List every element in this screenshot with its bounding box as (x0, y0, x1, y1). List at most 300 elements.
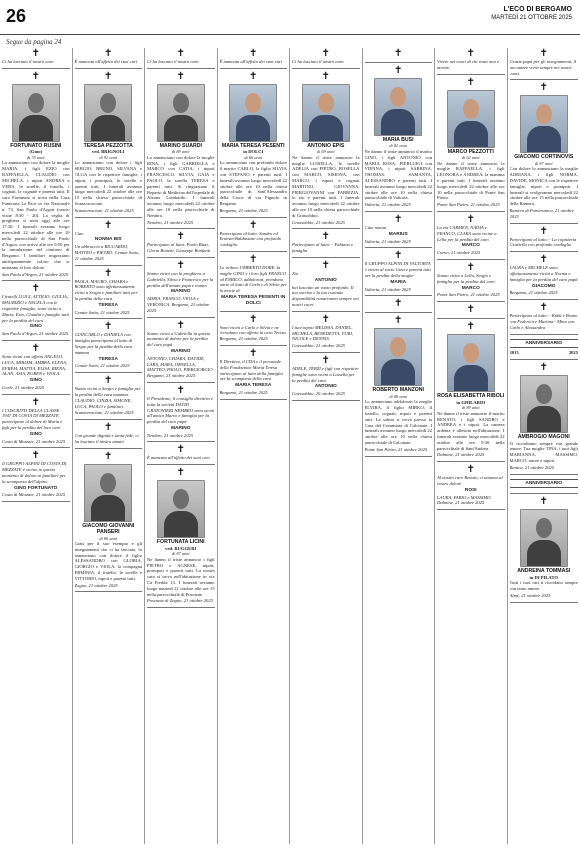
portrait-body (19, 115, 53, 142)
notice-signature: MARIA (390, 279, 407, 285)
deceased-age: di 86 anni (99, 535, 118, 541)
notice-text: GIANCARLO e DANIELA con famiglia partecipano al lutto di Sergio per la perdita della cara mamma (74, 332, 133, 355)
obituary-notice (75, 422, 143, 445)
cross-icon: ✝ (249, 70, 258, 82)
cross-icon: ✝ (104, 450, 113, 462)
notice-place-date: Curno, 21 ottobre 2025 (437, 250, 481, 256)
anniversary-years (510, 350, 579, 356)
cross-icon: ✝ (104, 321, 113, 333)
notice-place-date: Cenate Sotto, 21 ottobre 2025 (74, 309, 130, 315)
obituary-notice (510, 82, 579, 219)
notice-divider (437, 211, 505, 212)
notice-signature: NONNA BIS (94, 237, 122, 243)
notice-place-date: ADRIA, FRANCO, VIOLA e VERONICA. Bergamo, 21 ottobre 2025 (147, 296, 210, 313)
obituary-notice (75, 48, 143, 65)
deceased-age: di 88 anni (389, 393, 408, 399)
obituary-notice (365, 315, 433, 452)
cross-icon: ✝ (104, 375, 113, 387)
portrait-body (91, 115, 125, 142)
notice-signature: MARIUS (388, 231, 408, 237)
deceased-subname: (Gino) (29, 149, 43, 155)
deceased-age: di 87 anni (534, 160, 553, 166)
notice-divider (75, 68, 143, 69)
cross-icon: ✝ (321, 354, 330, 366)
notice-divider (510, 359, 579, 360)
notice-place-date: LAURA, FABIO e MASSIMO. Dalmine, 21 ottobre 2025 (437, 494, 492, 506)
notice-text: È mancata all'affetto dei suoi cari (74, 59, 138, 64)
cross-icon: ✝ (394, 213, 403, 225)
obituary-notice (75, 268, 143, 316)
notice-divider (292, 228, 360, 229)
notice-divider (510, 79, 579, 80)
notice-divider (437, 301, 505, 302)
notice-signature: GIACOMO (532, 283, 556, 289)
notice-place-date: ANTONIO, CHIARA, DAVIDE, LARA, MARA, ORNELLA, MATTEO, PAOLO, PIERGIORGIO. Bergamo, 21 ottobre 2025 (147, 355, 214, 379)
obituary-notice (365, 65, 433, 208)
notice-text: Ci ha lasciato il nostro caro (292, 59, 344, 64)
obituary-notice (2, 397, 70, 445)
deceased-name: ANTONIO EPIS (307, 142, 345, 149)
cross-icon: ✝ (31, 70, 40, 82)
notice-divider (2, 501, 70, 502)
notice-text: Ne danno il triste annuncio la moglie LUISELLA, le sorelle ADELIA con PIETRO, ROSELLA con MARCO, SIMONA, con MARCO, i nipoti e cognati MARTINO, GIOVANNA, PIERGIOVANNI con FABRIZIA, lo zio e parenti tutti. I funerali avranno luogo mercoledì 22 ottobre alle ore 10 nella chiesa parrocchiale di Grassobbio. (292, 154, 360, 218)
notice-text: Partecipano al lutto: - Fabiano e famiglia (292, 242, 354, 254)
notice-divider (2, 447, 70, 448)
obituary-notice (292, 48, 360, 65)
deceased-name: AMBROGIO MAGONI (517, 434, 570, 441)
portrait-head (28, 93, 44, 113)
obituary-notice (365, 48, 433, 59)
obituary-notice (147, 260, 215, 314)
notice-signature: MARINO (171, 425, 191, 431)
obituary-notice (510, 477, 579, 491)
notice-divider (510, 602, 579, 603)
cross-icon: ✝ (249, 219, 258, 231)
notice-text: Ciao (74, 230, 84, 236)
portrait-body (91, 495, 125, 522)
portrait-head (173, 93, 189, 113)
notice-divider (437, 509, 505, 510)
obituary-column (73, 48, 146, 844)
obituary-notice (75, 375, 143, 416)
notice-text: Ne danno il triste annuncio i figli PIETRO e AGNESE, nipoti, pronipoti e parenti tutti. La nostra cara si trova nell'abitazione in via Cà Fredda 13. I funerali avranno luogo martedì 21 ottobre alle ore 15 nella parrocchiale di Poscante. (147, 556, 215, 597)
notice-divider (2, 340, 70, 341)
deceased-age: di 69 anni (316, 149, 335, 155)
obituary-notice (2, 450, 70, 498)
notice-divider (510, 334, 579, 335)
portrait-photo (84, 84, 132, 142)
notice-divider (147, 441, 215, 442)
cross-icon: ✝ (176, 467, 185, 479)
cross-icon: ✝ (321, 313, 330, 325)
notice-text: I COSCRITTI DELLA CLASSE 1947 DI COSTA DI MEZZATE partecipano al dolore di Maria e figli per la perdita del loro caro (2, 407, 63, 431)
notice-divider (2, 280, 70, 281)
obituary-notice (75, 321, 143, 369)
notice-place-date: Un abbraccio a RICCARDO, MATTEO e PIETRO. Cenate Sotto, 21 ottobre 2025 (74, 244, 140, 261)
cross-icon: ✝ (176, 384, 185, 396)
obituary-column (508, 48, 580, 844)
deceased-age: di 82 anni (389, 143, 408, 149)
notice-text: Tutti i tuoi cari ti ricordano sempre con tanto amore. (509, 580, 578, 592)
notice-divider (510, 493, 579, 494)
notice-place-date: Nembro, 21 ottobre 2025 (147, 432, 194, 438)
notice-divider (365, 62, 433, 63)
portrait-photo (447, 90, 495, 148)
notice-divider (292, 68, 360, 69)
portrait-photo (374, 328, 422, 386)
obituary-notice (510, 302, 579, 330)
notice-place-date: Scanzorosciate, 21 ottobre 2025 (74, 207, 134, 213)
notice-divider (365, 456, 433, 457)
cross-icon: ✝ (466, 464, 475, 476)
portrait-photo (157, 84, 205, 142)
notice-divider (510, 474, 579, 475)
notice-text: Lo vedovo UMBERTO DORE, la moglie GINO e i loro figli FRANCO ed ENRICO, addolorati, prendono parte al lutto di Carlo e di Silvia per la morte di (219, 264, 287, 294)
continuation-note: Segue da pagina 24 (6, 38, 62, 46)
notice-place-date: Ramera di Ponteranica, 21 ottobre 2025 (509, 207, 574, 219)
notice-text: I tuoi nipoti MELISSA, DANIEL, MICHELA, BENEDETTA, YURI, NICOLE e DENNIS. (292, 324, 354, 342)
deceased-age: di 92 anni (99, 154, 118, 160)
notice-text: Partecipano al lutto: - Kikki e Bruno con Federica e Martina - Mina con Carlo e Alessandra (509, 313, 578, 330)
notice-text: Siamo vicini a Lella, Sergio e famiglia per la perdita del caro (437, 272, 495, 284)
notice-divider (365, 295, 433, 296)
deceased-age: di 89 anni (461, 405, 480, 411)
year-start: 2013 (509, 350, 519, 356)
cross-icon: ✝ (104, 48, 113, 59)
obituary-notice (365, 298, 433, 309)
notice-text: Lo annunciano con profondo dolore il marito CARLO, la figlia SILVIA con STEFANO e parenti tutti. I funerali avranno luogo mercoledì 22 ottobre alle ore 10 nella chiesa parrocchiale di Sant'Alessandro della Croce di via Pignolo in Bergamo. (219, 160, 287, 206)
notice-text: Sono vicini con affetto ANGELO, LUCA, MIRIAM, AMBRA, ELENA, EFREM, MATTIA, ELISA, RIENA, ALAN, ASIA, RUBEN e VIOLA. (2, 353, 68, 377)
notice-signature: ANTONIO (314, 384, 337, 390)
notice-text: Grati per il suo esempio e gli insegnamenti che ci ha lasciato, lo annunciano con dolore il figlio ALESSANDRO con GLORIA, GIORGIO e VIOLA, la compagna ERMINIA, il fratello, le sorelle e VITTORIO, nipoti e parenti tutti. (74, 541, 142, 581)
notice-place-date: Grassobbio, 20 ottobre 2025 (292, 391, 345, 397)
cross-icon: ✝ (466, 321, 475, 333)
cross-icon: ✝ (321, 259, 330, 271)
portrait-body (164, 511, 198, 538)
notice-divider (75, 265, 143, 266)
cross-icon: ✝ (249, 48, 258, 59)
notice-text: Sono vicini a Carlo e Silvia e ne ricordano con affetto la cara Teresa. Bergamo, 21 ottobre 2025. (219, 324, 287, 342)
deceased-subname: in GHILARDI (456, 399, 486, 405)
notice-divider (75, 448, 143, 449)
notice-signature: TERESA (98, 356, 118, 362)
notice-place-date: Bergamo, 21 ottobre 2025 (219, 207, 268, 213)
page-number: 26 (6, 6, 27, 26)
cross-icon: ✝ (539, 254, 548, 266)
notice-divider (220, 68, 288, 69)
obituary-column (145, 48, 218, 844)
deceased-name: MARCO PEZZOTTI (447, 148, 494, 155)
notice-text: Il GRUPPO ALPINI DI VALTORTA è vicino al socio Gino e parenti tutti per la perdita della moglie (364, 261, 431, 278)
cross-icon: ✝ (466, 213, 475, 225)
notice-place-date: Almè, 21 ottobre 2025 (509, 592, 551, 598)
page-header (0, 0, 580, 35)
obituary-notice (220, 254, 288, 308)
deceased-name: MARINO SUARDI (159, 142, 202, 149)
notice-text: Partecipano al lutto: Sandro ed Ernesto Baldassare con profondo cordoglio. (219, 230, 282, 248)
notice-divider (75, 217, 143, 218)
obituary-notice (220, 314, 288, 342)
portrait-body (454, 365, 488, 392)
obituary-notice (147, 320, 215, 379)
notice-divider (510, 223, 579, 224)
cross-icon: ✝ (394, 250, 403, 262)
notice-divider (220, 217, 288, 218)
notice-text: Con grande dignità e tanta fede, ci ha lasciato il nostro amato (74, 433, 139, 444)
cross-icon: ✝ (394, 315, 403, 327)
notice-divider (365, 312, 433, 313)
portrait-photo (12, 84, 60, 142)
notice-text: Ci ha lasciato il nostro caro (2, 59, 54, 64)
obituary-notice (510, 48, 579, 76)
year-end: 2025 (568, 350, 578, 356)
notice-place-date: Ranica, 21 ottobre 2025 (509, 464, 554, 470)
cross-icon: ✝ (249, 253, 258, 265)
obituary-notice (2, 48, 70, 65)
notice-divider (292, 311, 360, 312)
notice-divider (365, 247, 433, 248)
cross-icon: ✝ (539, 48, 548, 59)
notice-place-date: Ponte San Pietro, 21 ottobre 2025 (437, 292, 500, 298)
obituary-column (218, 48, 291, 844)
deceased-name: TERESA PEZZOTTA (83, 142, 133, 149)
notice-divider (365, 211, 433, 212)
notice-text: I fratelli LUIGI, ATTILIO, GIULIA, MAURIZIO e ANGELA con le rispettive famiglie, sono vicini a Maria, Ezio, Claudio e famiglie tutti per la perdita del caro (2, 294, 69, 323)
cross-icon: ✝ (249, 313, 258, 325)
notice-text: Lo annunciano addolorati la moglie ELVIRA, il figlio MIRKO, il fratello, cognati, nipoti e parenti tutti. La salma si trova presso la Casa del Commiato di Calcinate. I funerali avranno luogo mercoledì 22 ottobre alle ore 10 nella chiesa parrocchiale di Calcinate. (364, 399, 432, 445)
notice-divider (2, 68, 70, 69)
notice-text: Vivere nei cuori di chi resta non è morire. (437, 59, 499, 70)
portrait-body (309, 115, 343, 142)
obituary-notice (2, 283, 70, 337)
portrait-body (454, 121, 488, 148)
portrait-head (390, 337, 406, 357)
deceased-name: ROBERTO MANZONI (372, 387, 424, 394)
notice-divider (510, 251, 579, 252)
notice-text: Zio (292, 270, 299, 276)
cross-icon: ✝ (249, 347, 258, 359)
cross-icon: ✝ (31, 283, 40, 295)
portrait-head (536, 384, 552, 404)
deceased-name: GIACOMO GIOVANNI PANSERI (82, 522, 135, 536)
notice-signature: GINO (29, 431, 42, 437)
portrait-photo (520, 375, 568, 433)
portrait-photo (302, 84, 350, 142)
deceased-name: ANDREINA TOMMASI (517, 568, 571, 575)
cross-icon: ✝ (176, 444, 185, 456)
obituary-notice (147, 71, 215, 226)
notice-divider (292, 352, 360, 353)
notice-signature: MARINO (171, 289, 191, 295)
deceased-name: ROSA ELISABETTA RIBOLI (437, 393, 505, 400)
deceased-subname: in DOLCI (243, 149, 264, 155)
obituary-notice (2, 343, 70, 391)
notice-place-date: San Paolo d'Argon, 21 ottobre 2025 (2, 271, 69, 277)
notice-text: Siamo vicini a Gabriella in questo momento di dolore per la perdita del caro papà (147, 330, 211, 348)
portrait-photo (447, 334, 495, 392)
obituary-notice (437, 262, 505, 298)
deceased-age: di 87 anni (171, 551, 190, 557)
portrait-photo (84, 464, 132, 522)
masthead-date: MARTEDÌ 21 OTTOBRE 2025 (491, 15, 572, 21)
notice-divider (75, 591, 143, 592)
cross-icon: ✝ (104, 70, 113, 82)
notice-divider (510, 299, 579, 300)
obituary-notice (292, 71, 360, 226)
notice-signature: MARCO (461, 243, 480, 249)
deceased-subname: ved. RUGGERI (165, 545, 197, 551)
portrait-head (536, 104, 552, 124)
deceased-age: di 66 anni (244, 154, 263, 160)
cross-icon: ✝ (176, 70, 185, 82)
obituary-notice (437, 214, 505, 256)
cross-icon: ✝ (394, 298, 403, 310)
notice-text: Ne danno il triste annuncio il marito RENATO, i figli SANDRO e ANDREA e i nipoti. La camera ardente è allestita nell'abitazione. I funerali avranno luogo mercoledì 22 ottobre alle ore 9:30 nella parrocchiale di Sant'Andrea. (437, 410, 505, 451)
notice-text: Al nostro caro Renato, ci uniamo al vostro dolore (437, 475, 503, 486)
notice-place-date: Poscante di Zogno, 21 ottobre 2025 (147, 598, 213, 604)
obituary-notice (510, 254, 579, 296)
notice-signature: GINO (29, 324, 42, 330)
cross-icon: ✝ (321, 48, 330, 59)
cross-icon: ✝ (321, 70, 330, 82)
notice-divider (292, 400, 360, 401)
cross-icon: ✝ (31, 342, 40, 354)
notice-text: PAOLA, MAURO, CHIARA e ROBERTO sono affettuosamente vicini a Sergio e familiari tutti per la perdita della cara (74, 278, 138, 301)
notice-text: ADELE, TERZI e figli con rispettive famiglie sono vicini a Luisella per la perdita del caro (292, 365, 359, 383)
cross-icon: ✝ (104, 422, 113, 434)
obituary-notice (75, 220, 143, 262)
notice-text: Lo annunciano con dolore la moglie MARIA, i figli EZIO con RAFFAELLA, CLAUDIO con MICHELA, i nipoti ANDREA e VERA, le sorelle, il fratello, i cognati, le cognate e parenti tutti. Il caro Fortunato si trova nella Casa Funeraria La Pace in via Nazionale n. 73, San Paolo d'Argon (orario visite 8:30 - 20). La veglia di preghiera si terrà oggi alle ore 17:30. I funerali avranno luogo mercoledì 22 ottobre alle ore 10 nella parrocchiale di San Paolo d'Argon, con arrivo alle ore 9:50 per la tumulazione nel cimitero di Bergamo. I familiari ringraziano anticipatamente coloro che si uniranno al loro dolore. (2, 160, 70, 270)
notice-divider (147, 257, 215, 258)
cross-icon: ✝ (104, 219, 113, 231)
obituary-notice (437, 48, 505, 71)
notice-place-date: San Paolo d'Argon, 21 ottobre 2025 (2, 331, 69, 337)
notice-place-date: Dalmine, 21 ottobre 2025 (437, 452, 485, 458)
obituary-notice (220, 48, 288, 65)
portrait-head (463, 343, 479, 363)
obituary-notice (75, 71, 143, 214)
notice-place-date: Bergamo, 21 ottobre 2025 (509, 290, 558, 296)
obituary-notice (292, 231, 360, 254)
notice-place-date: Costa di Mezzate, 21 ottobre 2025 (2, 492, 66, 498)
notice-text: Siamo vicini con la preghiera a Gabriella, Silvia e Francesco per la perdita dell'amato papà e nonno (147, 270, 214, 288)
anniversary-heading: ANNIVERSARIO (510, 339, 579, 349)
obituary-notice (437, 464, 505, 506)
obituary-notice (220, 220, 288, 248)
notice-text: Con dolore lo annunciano la moglie ADRIANA, i figli NORMA, DAVIDE, MONICA con le rispettive famiglie, nipoti e pronipoti. I funerali si svolgeranno mercoledì 22 ottobre alle ore 15 nella parrocchiale della Ramera. (509, 166, 578, 207)
notice-text: Il Direttivo, il CDA e il personale della Fondazione Maria Teresa partecipano al lutto della famiglia per la scomparsa della cara (219, 358, 283, 382)
notice-divider (147, 228, 215, 229)
notice-divider (437, 461, 505, 462)
obituary-notice (147, 48, 215, 65)
notice-text: È mancata all'affetto dei suoi cari (147, 455, 210, 461)
notice-signature: MARIA TERESA (235, 383, 272, 389)
notice-divider (437, 259, 505, 260)
notice-place-date: Valtorta, 21 ottobre 2025 (364, 238, 411, 244)
notice-divider (437, 74, 505, 75)
notice-divider (220, 345, 288, 346)
notice-signature: MARINO (171, 348, 191, 354)
obituary-notice (220, 348, 288, 396)
obituary-notice (292, 355, 360, 397)
notice-place-date: Bergamo, 21 ottobre 2025 (219, 389, 268, 395)
deceased-subname: in DI PILATO (529, 574, 558, 580)
portrait-photo (374, 78, 422, 136)
notice-text: Lo annunciano con dolore la moglie RINA, i figli GABRIELLA e MARCO con CATIA, i nipoti FRANCESCO, SILVIA, GAIA e PAOLO, la sorella TERESA e parenti tutti. Si ringraziano il Reparto di Medicina dell'ospedale di Alzano Lombardo. I funerali avranno luogo mercoledì 22 ottobre alle ore 10 nella parrocchiale di Nembro. (147, 154, 215, 218)
deceased-age: di 78 anni (26, 154, 45, 160)
notice-text: Ciao nonna (364, 224, 387, 230)
notice-place-date: Grassobbio, 21 ottobre 2025 (292, 219, 345, 225)
cross-icon: ✝ (466, 261, 475, 273)
cross-icon: ✝ (539, 82, 548, 94)
notice-signature: ANTONIO (314, 277, 337, 283)
portrait-head (536, 518, 552, 538)
notice-place-date: Zogno, 21 ottobre 2025 (74, 582, 118, 588)
notice-place-date: Valtorta, 21 ottobre 2025 (364, 286, 411, 292)
deceased-age: di 89 anni (171, 149, 190, 155)
cross-icon: ✝ (321, 231, 330, 243)
portrait-photo (520, 509, 568, 567)
obituary-column (290, 48, 363, 844)
obituary-notice (437, 321, 505, 458)
obituary-notice (220, 71, 288, 214)
notice-text: Ne danno il triste annuncio il marito GINO, i figli ANTONIO con MARIA ROSA, PIERLUIGI con VIENNA, i nipoti SABRINA, THOMAS, SAMANTA, ALESSANDRO e parenti tutti. I funerali avranno luogo mercoledì 22 ottobre alle ore 10 nella chiesa parrocchiale di Valtorta. (364, 149, 432, 201)
cross-icon: ✝ (176, 231, 185, 243)
notice-signature: TERESA (98, 302, 118, 308)
notice-signature: MARCO (461, 285, 480, 291)
obituary-column (363, 48, 436, 844)
notice-divider (147, 68, 215, 69)
notice-text: Partecipano al lutto: - La copisteria Graziella con profondo cordoglio (509, 236, 577, 248)
notice-place-date: Cenate Sotto, 21 ottobre 2025 (74, 363, 130, 369)
obituary-notice (437, 304, 505, 315)
notice-divider (292, 257, 360, 258)
cross-icon: ✝ (176, 319, 185, 331)
notice-place-date: Scanzorosciate, 21 ottobre 2025 (74, 410, 134, 416)
portrait-head (390, 87, 406, 107)
notice-divider (75, 419, 143, 420)
obituary-notice (365, 250, 433, 292)
notice-text: La zia CARMEN, NADIA e FRANCO, CLARA sono vicine a Lella per la perdita del caro (437, 224, 497, 242)
portrait-photo (229, 84, 277, 142)
notice-place-date: Gorle, 21 ottobre 2025 (2, 384, 45, 390)
obituary-notice (147, 467, 215, 604)
cross-icon: ✝ (176, 259, 185, 271)
portrait-body (236, 115, 270, 142)
deceased-name: MARIA TERESA PESENTI (221, 142, 285, 149)
notice-text: Il Presidente, il consiglio direttivo e tutta la società DAVID GRATONIERI NEMBRO sono vicini all'amico Marco e famiglia per la perdita del caro papà (147, 395, 215, 425)
cross-icon: ✝ (539, 225, 548, 237)
notice-place-date: Grassobbio, 21 ottobre 2025 (292, 343, 345, 349)
obituary-notice (147, 231, 215, 254)
notice-signature: GINO (29, 378, 42, 384)
obituary-notice (437, 77, 505, 208)
masthead-paper: L'ECO DI BERGAMO (503, 6, 572, 13)
notice-divider (75, 372, 143, 373)
deceased-name: MARIA BUSI (382, 137, 414, 143)
obituary-notice (147, 385, 215, 439)
obituary-notice (510, 496, 579, 598)
portrait-body (381, 359, 415, 386)
obituary-notice (510, 362, 579, 470)
portrait-photo (520, 95, 568, 153)
obituary-column (435, 48, 508, 844)
notice-divider (75, 318, 143, 319)
cross-icon: ✝ (31, 48, 40, 59)
notice-text: Ti ricordiamo sempre con grande amore. Tua moglie TINA, i tuoi figli MARIANNA, MASSIMO, MARCO, nuore e nipoti. (509, 440, 578, 463)
cross-icon: ✝ (539, 362, 548, 374)
cross-icon: ✝ (176, 48, 185, 59)
